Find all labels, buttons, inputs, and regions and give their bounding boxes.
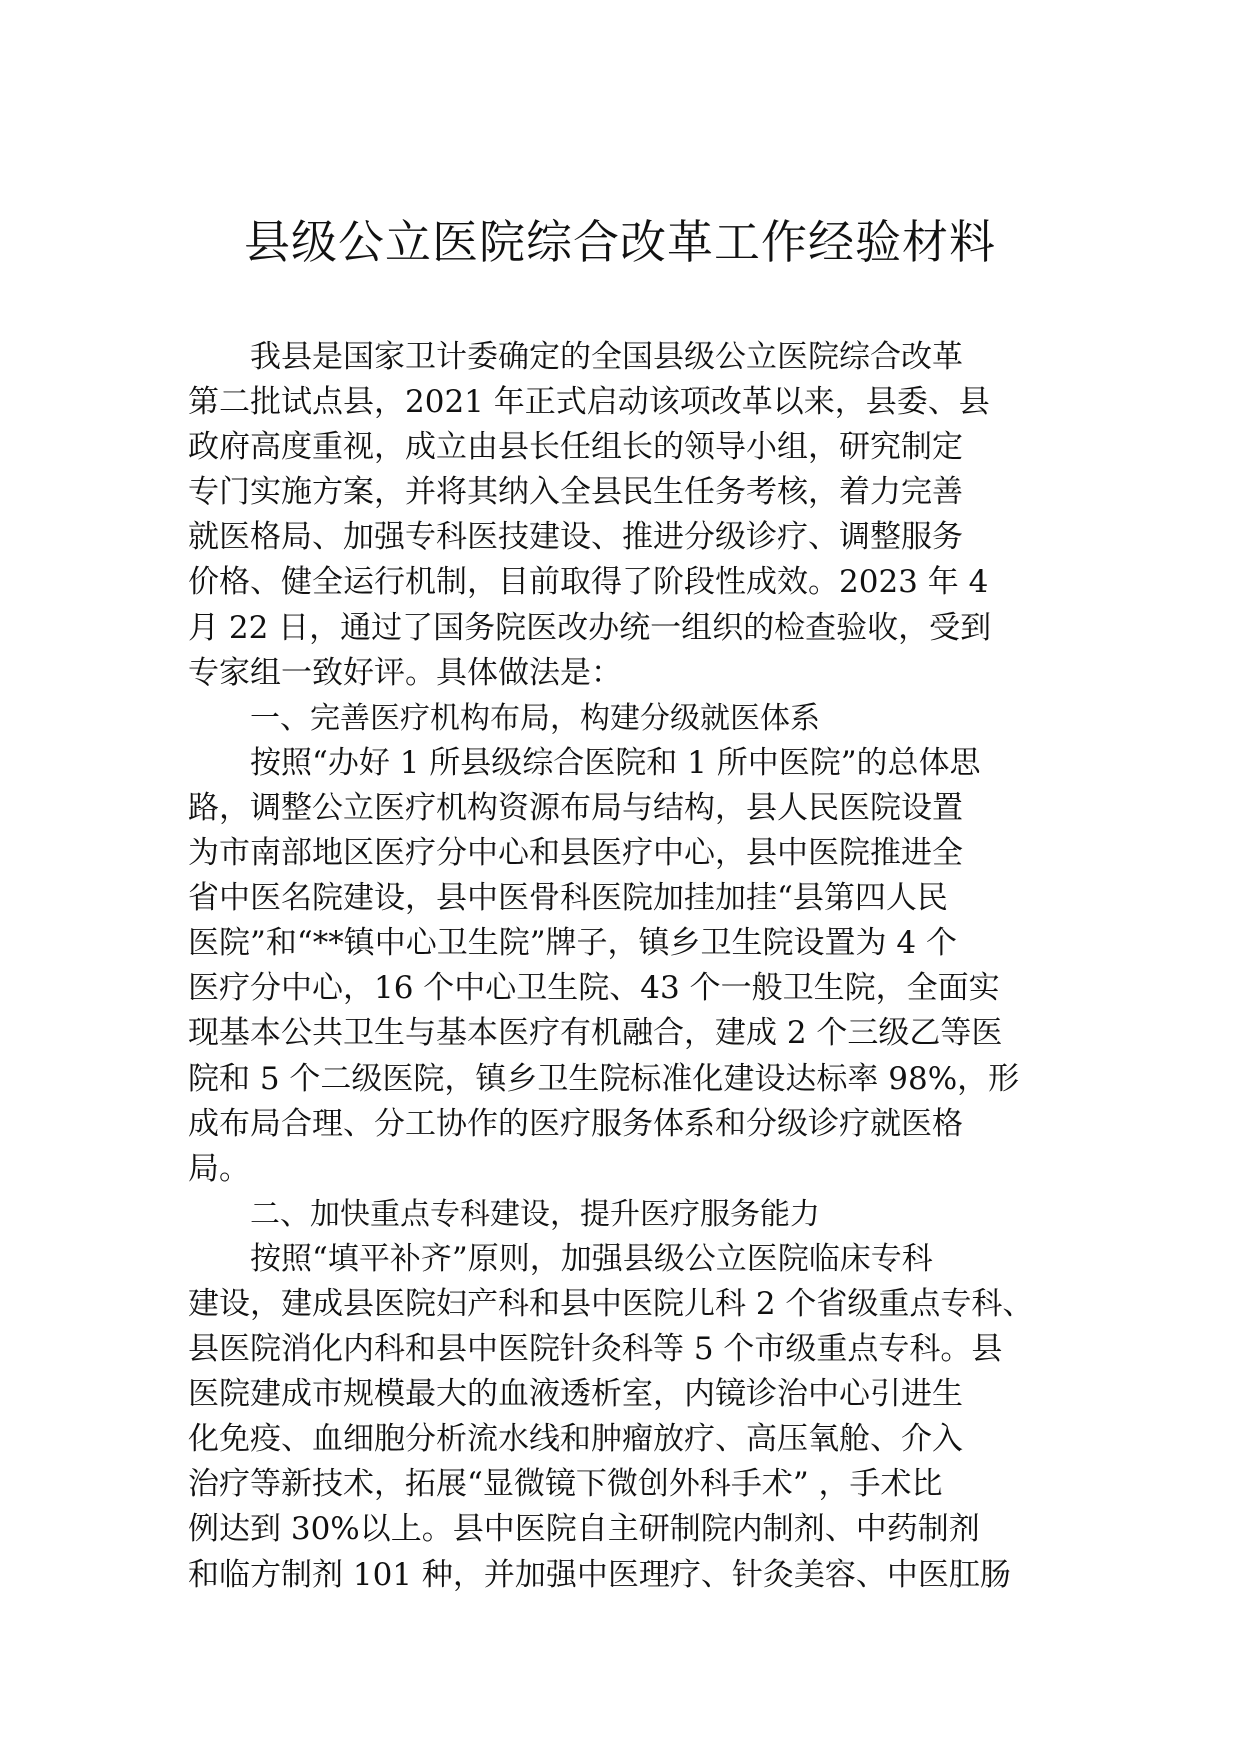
- text-line: 化免疫、血细胞分析流水线和肿瘤放疗、高压氧舱、介入: [188, 1421, 963, 1458]
- section-heading: 二、加快重点专科建设，提升医疗服务能力: [250, 1196, 820, 1232]
- text-line: 政府高度重视，成立由县长任组长的领导小组，研究制定: [188, 429, 963, 466]
- text-line: 和临方制剂 101 种，并加强中医理疗、针灸美容、中医肛肠: [188, 1556, 1011, 1593]
- text-line: 局。: [188, 1150, 250, 1187]
- document-title: 县级公立医院综合改革工作经验材料: [244, 215, 996, 269]
- text-line: 县医院消化内科和县中医院针灸科等 5 个市级重点专科。县: [188, 1331, 1003, 1368]
- text-line: 专门实施方案，并将其纳入全县民生任务考核，着力完善: [188, 474, 963, 511]
- text-line: 专家组一致好评。具体做法是：: [188, 654, 622, 691]
- text-line: 医疗分中心，16 个中心卫生院、43 个一般卫生院，全面实: [188, 970, 1000, 1007]
- section-heading: 一、完善医疗机构布局，构建分级就医体系: [250, 700, 820, 736]
- text-line: 建设，建成县医院妇产科和县中医院儿科 2 个省级重点专科、: [188, 1285, 1034, 1322]
- document-body: [188, 335, 1056, 1598]
- text-line: 路，调整公立医疗机构资源布局与结构，县人民医院设置: [188, 789, 963, 826]
- text-line: 我县是国家卫计委确定的全国县级公立医院综合改革: [250, 339, 963, 375]
- text-line: 医院建成市规模最大的血液透析室，内镜诊治中心引进生: [188, 1376, 963, 1413]
- text-line: 医院”和“**镇中心卫生院”牌子，镇乡卫生院设置为 4 个: [188, 925, 957, 962]
- text-line: 为市南部地区医疗分中心和县医疗中心，县中医院推进全: [188, 835, 963, 872]
- text-line: 院和 5 个二级医院，镇乡卫生院标准化建设达标率 98%，形: [188, 1060, 1020, 1097]
- text-line: 价格、健全运行机制，目前取得了阶段性成效。2023 年 4: [188, 564, 989, 601]
- text-line: 就医格局、加强专科医技建设、推进分级诊疗、调整服务: [188, 519, 963, 556]
- text-line: 省中医名院建设，县中医骨科医院加挂加挂“县第四人民: [188, 880, 948, 917]
- text-line: 第二批试点县，2021 年正式启动该项改革以来，县委、县: [188, 384, 990, 421]
- text-line: 现基本公共卫生与基本医疗有机融合，建成 2 个三级乙等医: [188, 1015, 1003, 1052]
- text-line: 治疗等新技术，拓展“显微镜下微创外科手术” ，手术比: [188, 1466, 943, 1503]
- text-line: 例达到 30%以上。县中医院自主研制院内制剂、中药制剂: [188, 1511, 980, 1548]
- text-line: 成布局合理、分工协作的医疗服务体系和分级诊疗就医格: [188, 1105, 963, 1142]
- text-line: 按照“办好 1 所县级综合医院和 1 所中医院”的总体思: [250, 744, 981, 781]
- text-line: 按照“填平补齐”原则，加强县级公立医院临床专科: [250, 1240, 933, 1277]
- text-line: 月 22 日，通过了国务院医改办统一组织的检查验收，受到: [188, 609, 992, 646]
